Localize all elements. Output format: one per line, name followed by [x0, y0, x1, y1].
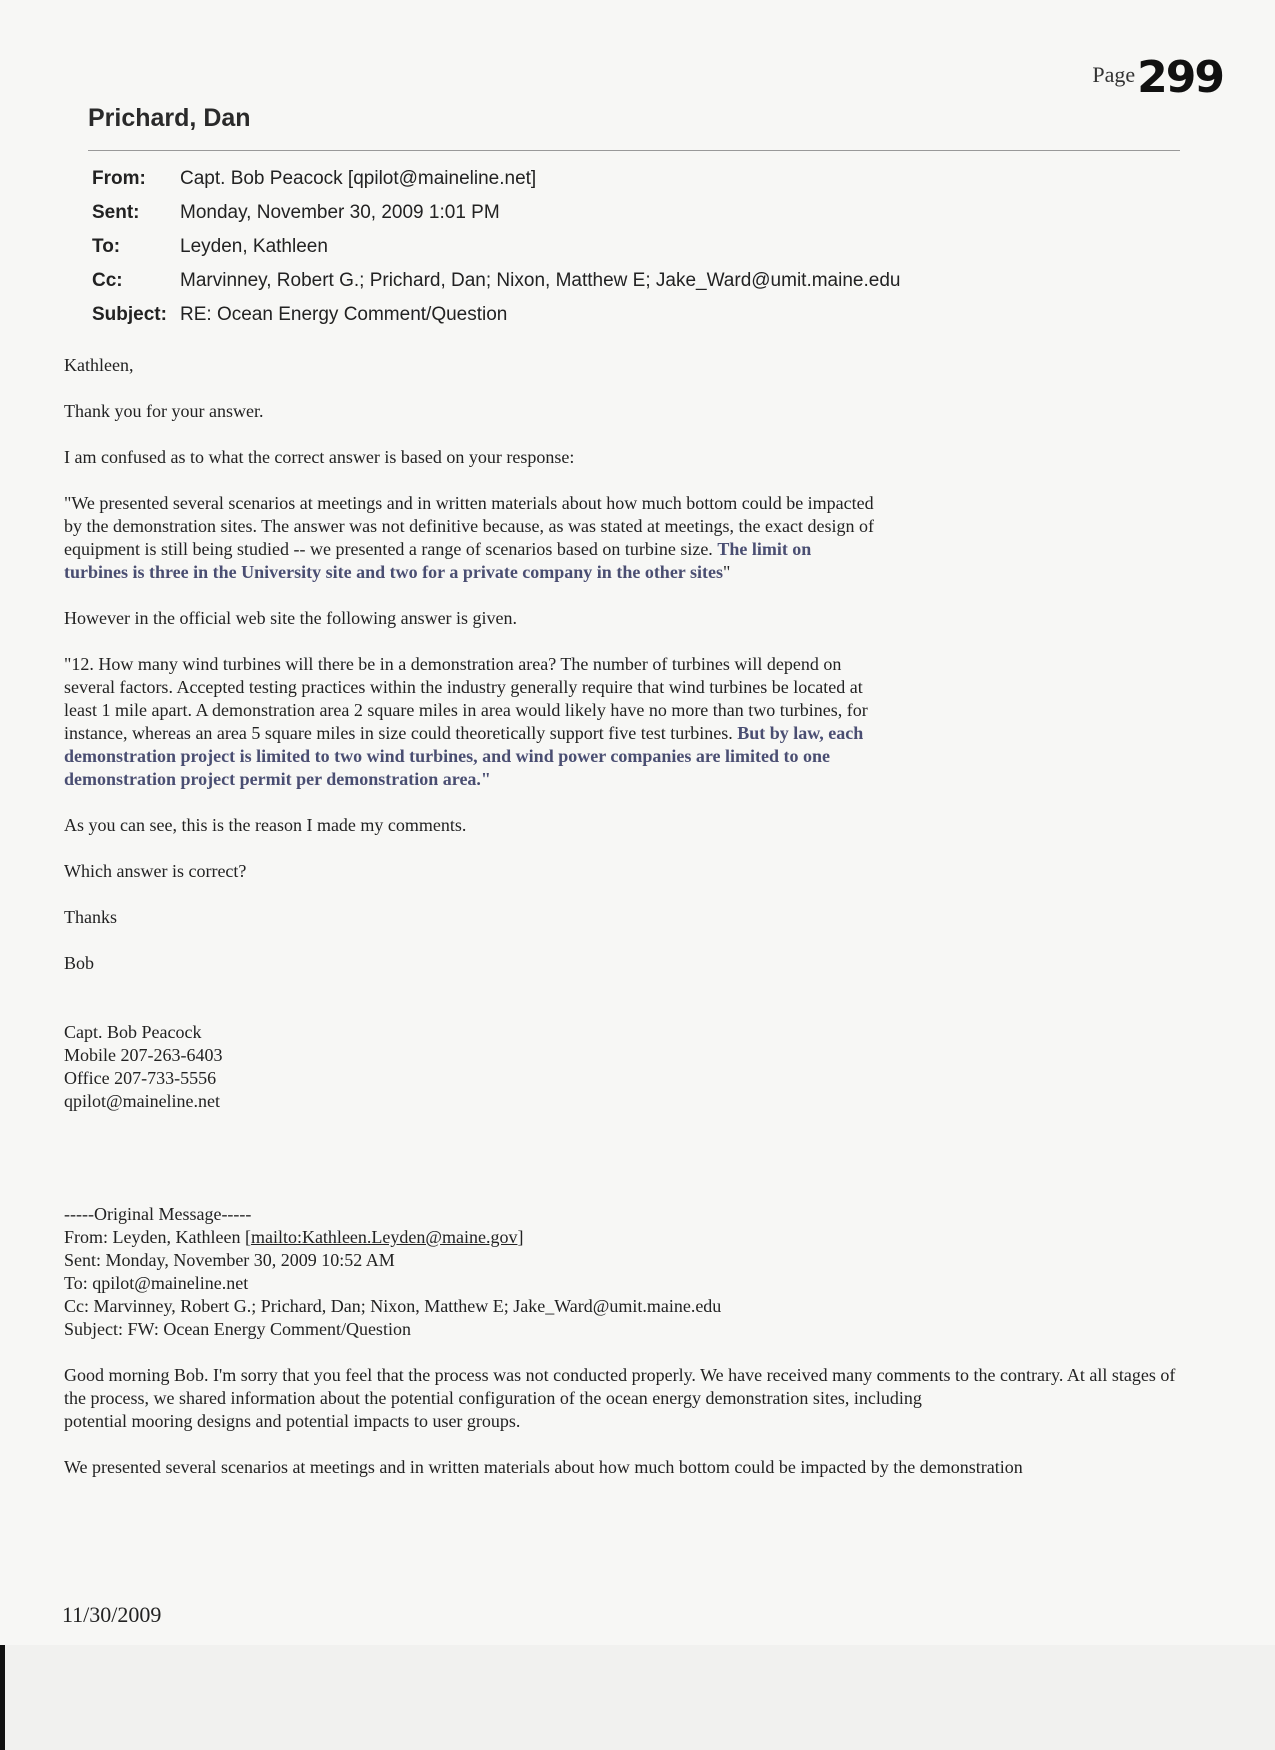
quote-text: "We presented several scenarios at meetings and in written materials about how much bottom could be impacted by the demonstration sites. The answer was not definitive because, as was stated at meetings, the exact design of equipment is still being studied -- we presented a range of scenarios based on turbine size.: [64, 493, 874, 559]
to-label: To:: [92, 236, 121, 257]
signature-block: [64, 1021, 1184, 1113]
quoted-response: [64, 492, 874, 584]
handwritten-page-number: 299: [1137, 52, 1223, 103]
quote-highlight: The limit on turbines is three in the University site and two for a private company in the other sites: [64, 539, 812, 582]
body-paragraph: I am confused as to what the correct answer is based on your response:: [64, 447, 575, 467]
to-value: Leyden, Kathleen: [180, 236, 328, 257]
quote-end: ": [722, 562, 731, 582]
from-row: [92, 162, 900, 196]
quote-highlight: But by law, each demonstration project is limited to two wind turbines, and wind power companies are limited to one demonstration project permit per demonstration area.": [64, 723, 864, 789]
cc-row: [92, 264, 900, 298]
scan-edge-mark: [0, 1645, 5, 1750]
original-to: To: qpilot@maineline.net: [64, 1273, 249, 1293]
body-paragraph: Which answer is correct?: [64, 861, 247, 881]
cc-value: Marvinney, Robert G.; Prichard, Dan; Nixon, Matthew E; Jake_Ward@umit.maine.edu: [180, 270, 901, 291]
original-paragraph: Good morning Bob. I'm sorry that you feel that the process was not conducted properly. We have received many comments to the contrary. At all stages of the process, we shared information about the potential configuration of the ocean energy demonstration sites, including: [64, 1365, 1176, 1408]
page-bottom-edge: [0, 1645, 1275, 1750]
sent-value: Monday, November 30, 2009 1:01 PM: [180, 202, 500, 223]
original-cc: Cc: Marvinney, Robert G.; Prichard, Dan; Nixon, Matthew E; Jake_Ward@umit.maine.edu: [64, 1296, 722, 1316]
body-paragraph: Thanks: [64, 907, 117, 927]
original-paragraph: potential mooring designs and potential impacts to user groups.: [64, 1411, 521, 1431]
quoted-website: [64, 653, 874, 791]
original-subject: Subject: FW: Ocean Energy Comment/Question: [64, 1319, 411, 1339]
signature-office: Office 207-733-5556: [64, 1068, 217, 1088]
email-header: [92, 162, 900, 332]
original-divider: -----Original Message-----: [64, 1204, 252, 1224]
body-paragraph: Thank you for your answer.: [64, 401, 264, 421]
footer-date: 11/30/2009: [62, 1602, 162, 1627]
sent-row: [92, 196, 900, 230]
signature-email: qpilot@maineline.net: [64, 1091, 221, 1111]
quote-text: "12. How many wind turbines will there be in a demonstration area? The number of turbines will depend on several factors. Accepted testing practices within the industry generally require that wind turbines be located at least 1 mile apart. A demonstration area 2 square miles in area would likely have no more than two turbines, for instance, whereas an area 5 square miles in size could theoretically support five test turbines.: [64, 654, 868, 743]
original-from: [64, 1226, 1184, 1249]
original-message-header: [64, 1203, 1184, 1341]
sign-off: Bob: [64, 953, 95, 973]
email-body: [64, 354, 1184, 1502]
mailbox-owner: Prichard, Dan: [88, 104, 251, 132]
header-divider: [88, 150, 1180, 151]
signature-mobile: Mobile 207-263-6403: [64, 1045, 223, 1065]
original-from-link[interactable]: mailto:Kathleen.Leyden@maine.gov: [250, 1227, 518, 1247]
from-value: Capt. Bob Peacock [qpilot@maineline.net]: [180, 168, 537, 189]
body-paragraph: However in the official web site the following answer is given.: [64, 608, 518, 628]
subject-value: RE: Ocean Energy Comment/Question: [180, 304, 508, 325]
from-label: From:: [92, 168, 146, 189]
cc-label: Cc:: [92, 270, 123, 291]
original-paragraph: We presented several scenarios at meetings and in written materials about how much bottom could be impacted by the demonstration: [64, 1457, 1023, 1477]
original-sent: Sent: Monday, November 30, 2009 10:52 AM: [64, 1250, 395, 1270]
subject-row: [92, 298, 900, 332]
original-from-suffix: ]: [517, 1227, 524, 1247]
subject-label: Subject:: [92, 304, 167, 325]
original-from-prefix: From: Leyden, Kathleen [: [64, 1227, 251, 1247]
page-label: Page: [1092, 62, 1136, 87]
to-row: [92, 230, 900, 264]
sent-label: Sent:: [92, 202, 140, 223]
body-paragraph: As you can see, this is the reason I made my comments.: [64, 815, 467, 835]
page-number: [1092, 42, 1223, 103]
signature-name: Capt. Bob Peacock: [64, 1022, 202, 1042]
greeting: Kathleen,: [64, 355, 134, 375]
